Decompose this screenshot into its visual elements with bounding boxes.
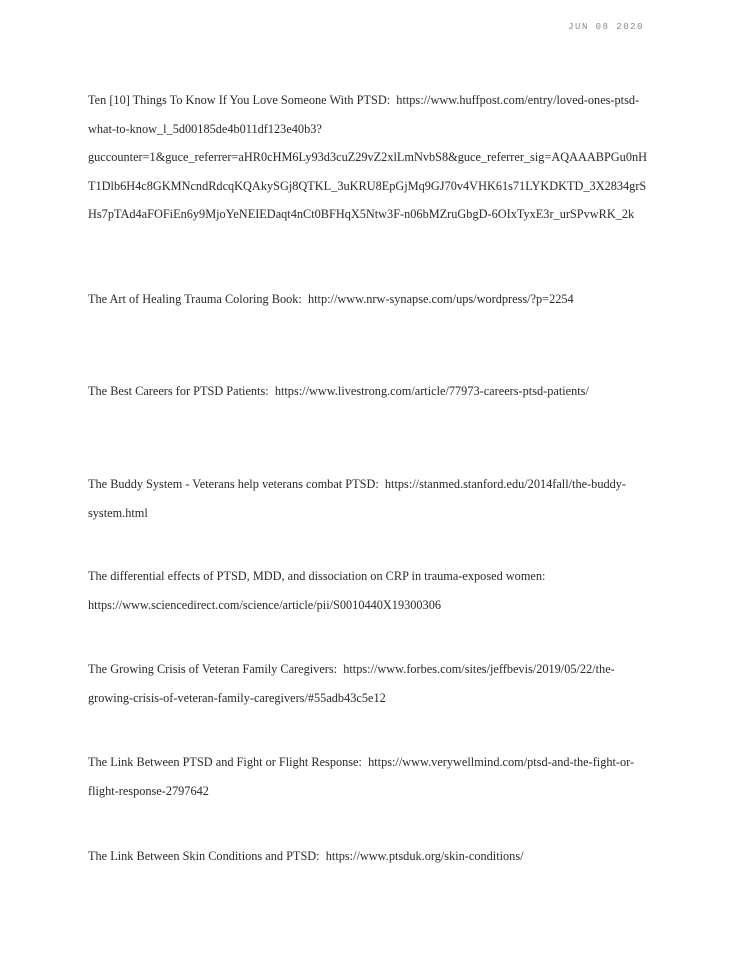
reference-entry [88,285,574,314]
reference-link[interactable]: https://www.livestrong.com/article/77973-careers-ptsd-patients/ [274,384,589,398]
reference-link[interactable]: https://www.sciencedirect.com/science/article/pii/S0010440X19300306 [88,597,441,612]
reference-entry [88,470,648,527]
reference-entry [88,748,648,805]
reference-title: The Buddy System - Veterans help veterans combat PTSD: [88,477,379,491]
reference-entry [88,842,524,871]
reference-entry [88,377,589,406]
reference-title: Ten [10] Things To Know If You Love Someone With PTSD: [88,93,391,107]
reference-title: The Link Between PTSD and Fight or Flight Response: [88,755,362,769]
reference-title: The Art of Healing Trauma Coloring Book: [88,292,302,306]
reference-link[interactable]: http://www.nrw-synapse.com/ups/wordpress/?p=2254 [307,292,574,306]
reference-title: The Growing Crisis of Veteran Family Caregivers: [88,662,338,676]
reference-entry [88,86,648,229]
reference-entry [88,562,648,619]
reference-entry [88,655,648,712]
reference-link[interactable]: https://www.verywellmind.com/ptsd-and-the-fight-or-flight-response-2797642 [88,755,635,798]
reference-title: The differential effects of PTSD, MDD, and dissociation on CRP in trauma-exposed women: [88,569,546,583]
reference-link[interactable]: https://www.forbes.com/sites/jeffbevis/2019/05/22/the-growing-crisis-of-veteran-family-caregivers/#55adb43c5e12 [88,662,615,705]
reference-link[interactable]: https://stanmed.stanford.edu/2014fall/the-buddy-system.html [88,477,627,520]
reference-link[interactable]: https://www.huffpost.com/entry/loved-ones-ptsd-what-to-know_l_5d00185de4b011df123e40b3?guccounter=1&guce_referrer=aHR0cHM6Ly93d3cuZ29vZ2xlLmNvbS8&guce_referrer_sig=AQAAABPGu0nHT1Dlb6H4c8GKMNcndRdcqKQAkySGj8QTKL_3uKRU8EpGjMq9GJ70v4VHK61s71LYKDKTD_3X2834grSHs7pTAd4aFOFiEn6y9MjoYeNEIEDaqt4nCt0BFHqX5Ntw3F-n06bMZruGbgD-6OIxTyxE3r_urSPvwRK_2k [88,93,647,221]
reference-link[interactable]: https://www.ptsduk.org/skin-conditions/ [325,849,524,863]
page-header-date: JUN 08 2020 [568,22,644,32]
reference-title: The Link Between Skin Conditions and PTSD: [88,849,320,863]
reference-title: The Best Careers for PTSD Patients: [88,384,269,398]
